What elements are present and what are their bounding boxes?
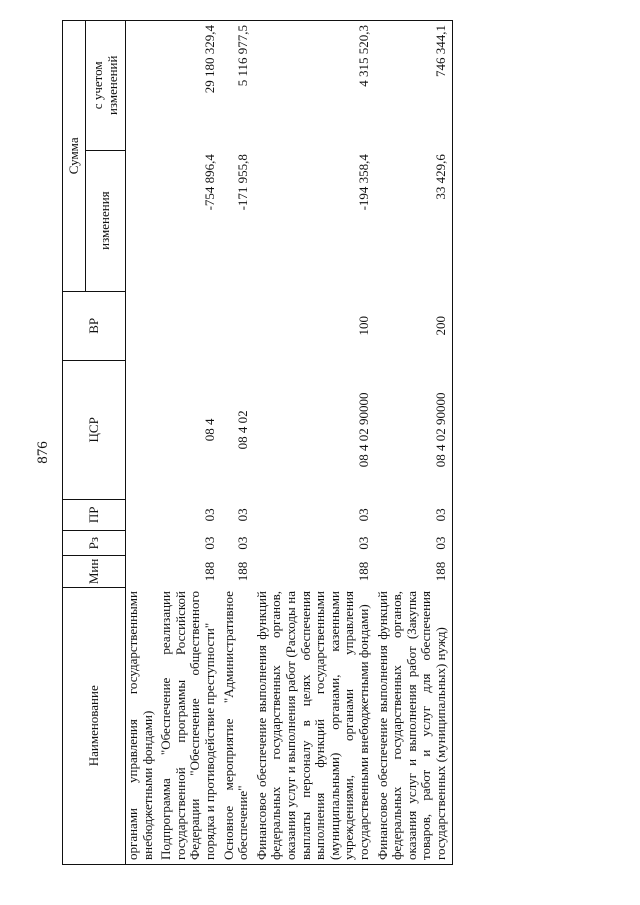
cell-min xyxy=(126,556,160,587)
header-name: Наименование xyxy=(63,587,126,864)
cell-vr xyxy=(222,291,255,360)
cell-total: 29 180 329,4 xyxy=(159,21,221,151)
cell-min: 188 xyxy=(376,556,453,587)
table-header xyxy=(63,21,126,865)
cell-min: 188 xyxy=(355,561,371,582)
cell-min: 188 xyxy=(201,561,217,582)
cell-change: -171 955,8 xyxy=(235,154,251,211)
cell-change: -194 358,4 xyxy=(355,154,371,211)
cell-change: -754 896,4 xyxy=(201,154,217,211)
cell-total: 746 344,1 xyxy=(376,21,453,151)
header-sum: Сумма xyxy=(63,21,86,292)
table-row xyxy=(222,21,255,865)
cell-rz: 03 xyxy=(355,536,371,550)
cell-rz: 03 xyxy=(376,530,453,555)
cell-pr: 03 xyxy=(376,499,453,530)
cell-csr: 08 4 02 90000 xyxy=(376,360,453,499)
header-csr: ЦСР xyxy=(63,360,126,499)
table-row xyxy=(159,21,221,865)
cell-total: 4 315 520,3 xyxy=(255,21,376,151)
cell-name: Основное мероприятие "Административное обеспечение" xyxy=(222,587,255,864)
cell-change xyxy=(126,150,160,291)
table-row xyxy=(376,21,453,865)
cell-min: 188 xyxy=(235,561,251,582)
cell-name: Финансовое обеспечение выполнения функций федеральных государственных органов, оказания услуг и выполнения работ (Закупка товаров, работ и услуг для обеспечения государственных (муниципальных) нужд) xyxy=(376,587,453,864)
header-with-changes-line1: с учетом xyxy=(89,61,105,110)
cell-name: Подпрограмма "Обеспечение реализации государственной программы Российской Федерации "Обеспечение общественного порядка и противодействие преступности" xyxy=(159,587,221,864)
cell-csr xyxy=(126,360,160,499)
cell-pr: 03 xyxy=(235,508,251,522)
cell-total xyxy=(126,21,160,151)
header-min: Мин xyxy=(63,556,126,587)
cell-vr xyxy=(159,291,221,360)
table-body xyxy=(126,21,453,865)
header-vr: ВР xyxy=(63,291,126,360)
cell-name: органами управления государственными внебюджетными фондами) xyxy=(126,587,160,864)
cell-pr: 03 xyxy=(355,508,371,522)
cell-change: 33 429,6 xyxy=(376,150,453,291)
header-with-changes-line2: изменений xyxy=(104,55,120,116)
page-number: 876 xyxy=(35,441,51,464)
cell-name: Финансовое обеспечение выполнения функций федеральных государственных органов, оказания услуг и выполнения работ (Расходы на выплаты персоналу в целях обеспечения выполнения функций государственными (муниципальными) органами, казенными учреждениями, органами управления государственными внебюджетными фондами) xyxy=(255,587,376,864)
cell-vr xyxy=(126,291,160,360)
cell-rz: 03 xyxy=(201,536,217,550)
cell-pr: 03 xyxy=(201,508,217,522)
cell-pr xyxy=(126,499,160,530)
cell-vr: 200 xyxy=(376,291,453,360)
table-row xyxy=(126,21,160,865)
cell-csr: 08 4 02 90000 xyxy=(355,392,371,468)
header-with-changes xyxy=(86,21,126,151)
header-changes: изменения xyxy=(86,150,126,291)
budget-table xyxy=(62,20,453,865)
cell-rz xyxy=(126,530,160,555)
header-pr: ПР xyxy=(63,499,126,530)
header-rz: Рз xyxy=(63,530,126,555)
table-row xyxy=(255,21,376,865)
cell-rz: 03 xyxy=(235,536,251,550)
cell-vr: 100 xyxy=(355,316,371,336)
cell-csr: 08 4 02 xyxy=(235,410,251,450)
cell-total: 5 116 977,5 xyxy=(222,21,255,151)
cell-csr: 08 4 xyxy=(201,418,217,442)
